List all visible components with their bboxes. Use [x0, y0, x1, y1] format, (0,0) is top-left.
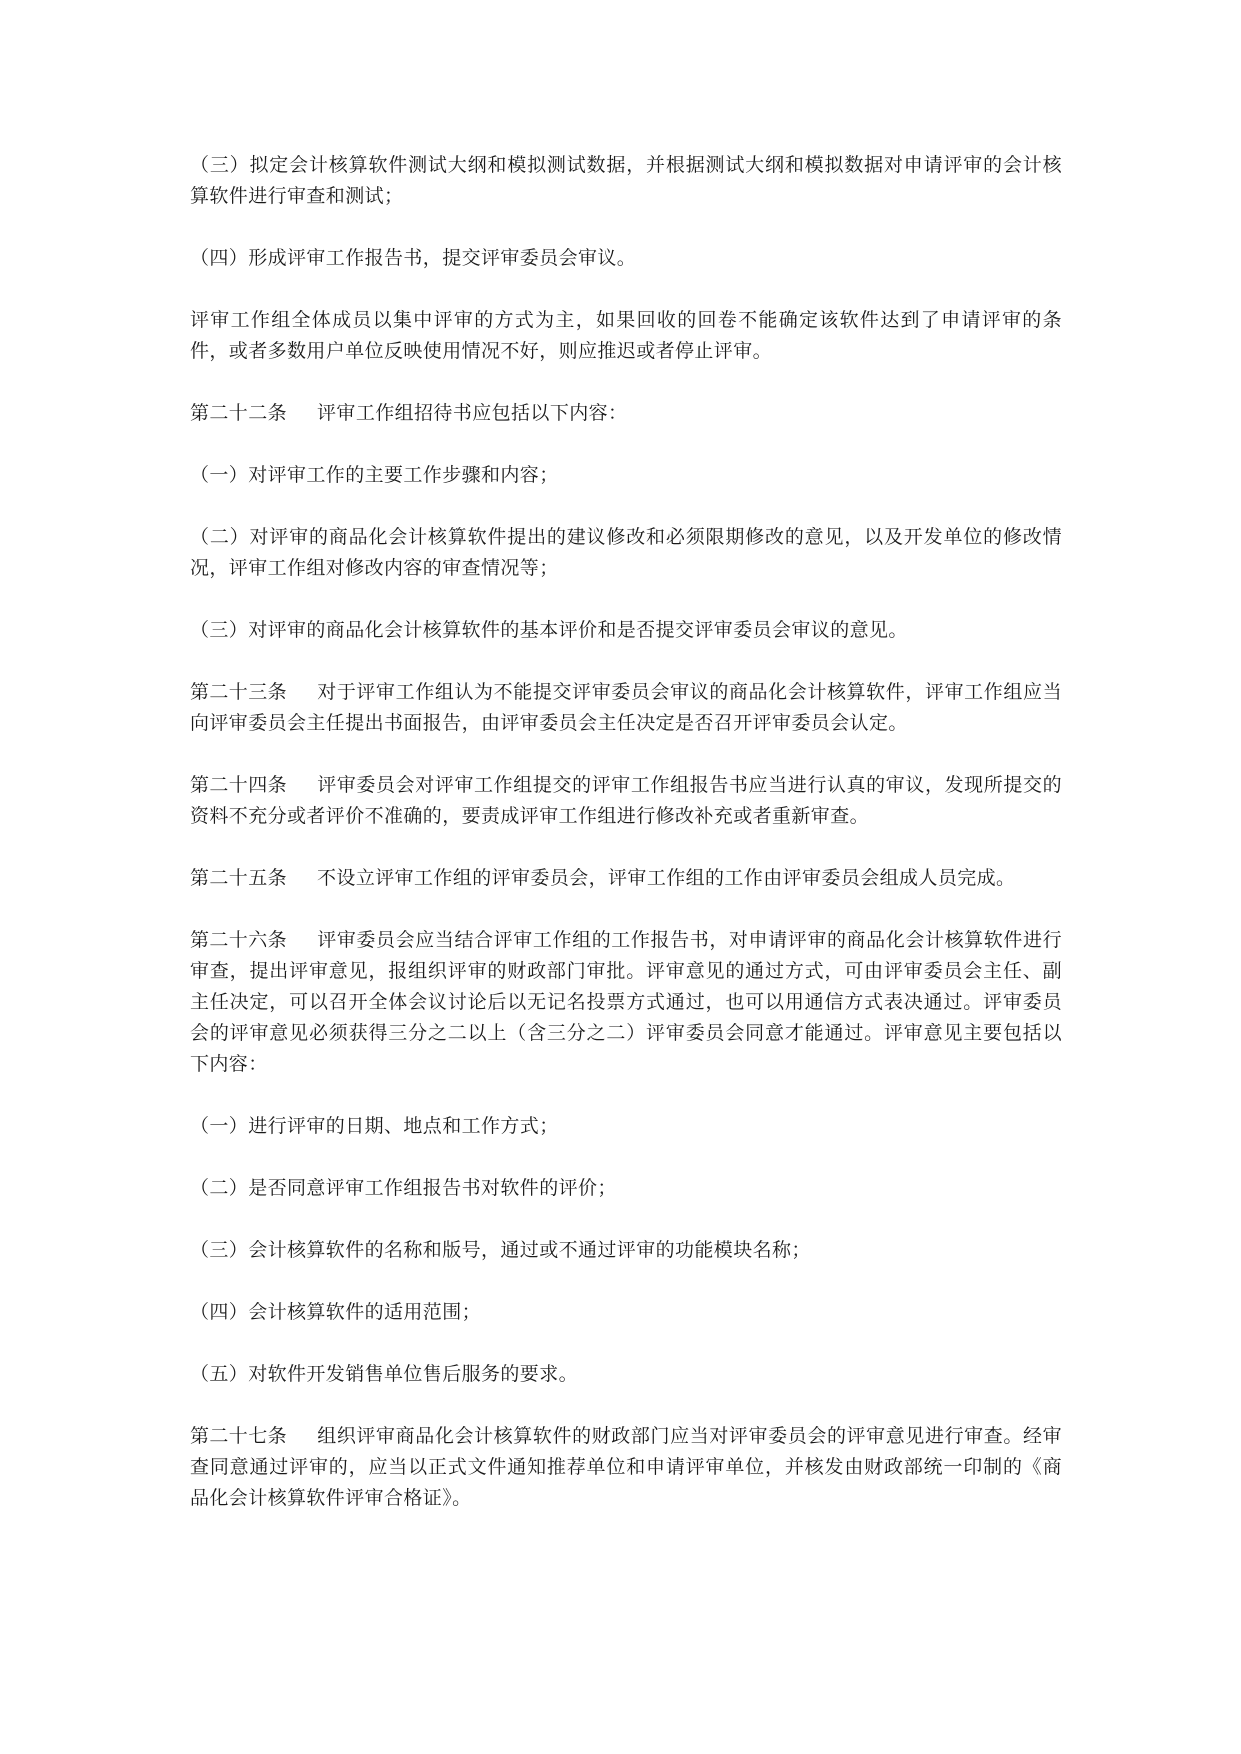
- article-paragraph: [190, 677, 1062, 739]
- paragraph-text: （四）会计核算软件的适用范围；: [190, 1301, 482, 1323]
- paragraph: [190, 305, 1062, 367]
- paragraph-text: 对于评审工作组认为不能提交评审委员会审议的商品化会计核算软件，评审工作组应当向评审委员会主任提出书面报告，由评审委员会主任决定是否召开评审委员会认定。: [190, 681, 1062, 734]
- paragraph-text: （一）进行评审的日期、地点和工作方式；: [190, 1115, 559, 1137]
- paragraph-text: （五）对软件开发销售单位售后服务的要求。: [190, 1363, 579, 1385]
- paragraph: [190, 150, 1062, 212]
- paragraph-text: 评审工作组招待书应包括以下内容：: [317, 402, 628, 424]
- paragraph-text: （三）拟定会计核算软件测试大纲和模拟测试数据，并根据测试大纲和模拟数据对申请评审的会计核算软件进行审查和测试；: [190, 154, 1062, 207]
- article-number: 第二十二条: [190, 402, 288, 424]
- paragraph-text: （一）对评审工作的主要工作步骤和内容；: [190, 464, 559, 486]
- article-number: 第二十七条: [190, 1425, 288, 1447]
- article-number: 第二十六条: [190, 929, 288, 951]
- article-paragraph: [190, 925, 1062, 1080]
- paragraph: [190, 1297, 1062, 1328]
- paragraph: [190, 1173, 1062, 1204]
- paragraph-text: 评审委员会对评审工作组提交的评审工作组报告书应当进行认真的审议，发现所提交的资料不充分或者评价不准确的，要责成评审工作组进行修改补充或者重新审查。: [190, 774, 1062, 827]
- article-number: 第二十五条: [190, 867, 288, 889]
- article-number: 第二十三条: [190, 681, 288, 703]
- paragraph: [190, 460, 1062, 491]
- paragraph-text: 不设立评审工作组的评审委员会，评审工作组的工作由评审委员会组成人员完成。: [317, 867, 1016, 889]
- paragraph: [190, 243, 1062, 274]
- paragraph: [190, 1111, 1062, 1142]
- article-paragraph: [190, 398, 1062, 429]
- paragraph-text: （三）对评审的商品化会计核算软件的基本评价和是否提交评审委员会审议的意见。: [190, 619, 908, 641]
- article-paragraph: [190, 1421, 1062, 1514]
- paragraph-text: （四）形成评审工作报告书，提交评审委员会审议。: [190, 247, 637, 269]
- paragraph: [190, 615, 1062, 646]
- paragraph-text: （二）是否同意评审工作组报告书对软件的评价；: [190, 1177, 617, 1199]
- paragraph-text: 评审工作组全体成员以集中评审的方式为主，如果回收的回卷不能确定该软件达到了申请评审的条件，或者多数用户单位反映使用情况不好，则应推迟或者停止评审。: [190, 309, 1062, 362]
- paragraph-text: （三）会计核算软件的名称和版号，通过或不通过评审的功能模块名称；: [190, 1239, 811, 1261]
- paragraph-text: 组织评审商品化会计核算软件的财政部门应当对评审委员会的评审意见进行审查。经审查同意通过评审的，应当以正式文件通知推荐单位和申请评审单位，并核发由财政部统一印制的《商品化会计核算软件评审合格证》。: [190, 1425, 1062, 1509]
- article-number: 第二十四条: [190, 774, 288, 796]
- paragraph-text: （二）对评审的商品化会计核算软件提出的建议修改和必须限期修改的意见，以及开发单位的修改情况，评审工作组对修改内容的审查情况等；: [190, 526, 1062, 579]
- paragraph: [190, 1235, 1062, 1266]
- document-body: [190, 150, 1062, 1545]
- article-paragraph: [190, 863, 1062, 894]
- paragraph-text: 评审委员会应当结合评审工作组的工作报告书，对申请评审的商品化会计核算软件进行审查，提出评审意见，报组织评审的财政部门审批。评审意见的通过方式，可由评审委员会主任、副主任决定，可以召开全体会议讨论后以无记名投票方式通过，也可以用通信方式表决通过。评审委员会的评审意见必须获得三分之二以上（含三分之二）评审委员会同意才能通过。评审意见主要包括以下内容：: [190, 929, 1062, 1075]
- paragraph: [190, 1359, 1062, 1390]
- article-paragraph: [190, 770, 1062, 832]
- paragraph: [190, 522, 1062, 584]
